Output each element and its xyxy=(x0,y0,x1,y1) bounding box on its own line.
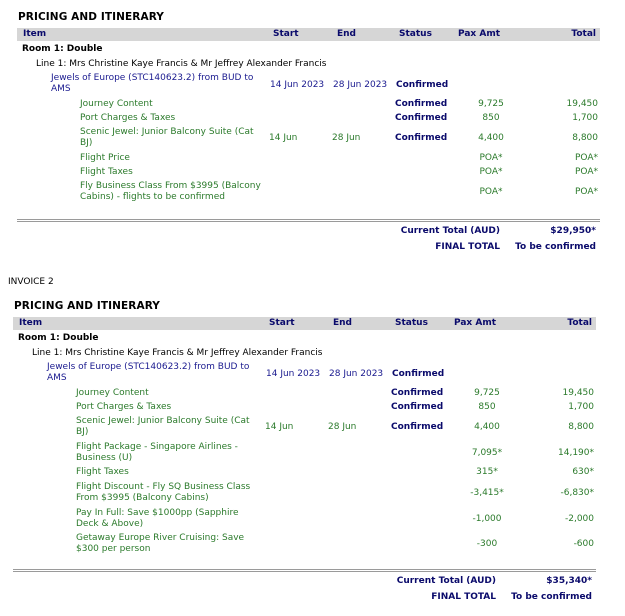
item-status: Confirmed xyxy=(395,133,448,143)
item-status: Confirmed xyxy=(391,422,444,432)
item-label: Flight Taxes xyxy=(76,467,129,477)
header-end: End xyxy=(333,318,352,328)
current-total-value: $29,950* xyxy=(550,226,596,236)
item-start: 14 Jun xyxy=(269,133,298,143)
cruise-label: Jewels of Europe (STC140623.2) from BUD to AMS xyxy=(51,73,254,94)
item-pax: -3,415* xyxy=(470,488,504,498)
item-pax: 315* xyxy=(476,467,498,477)
header-start: Start xyxy=(269,318,295,328)
item-total: -6,830* xyxy=(560,488,594,498)
item-label: Journey Content xyxy=(80,99,153,109)
final-total-value: To be confirmed xyxy=(511,592,592,602)
item-status: Confirmed xyxy=(395,113,448,123)
cruise-start: 14 Jun 2023 xyxy=(270,80,325,90)
room-label: Room 1: Double xyxy=(18,333,99,343)
item-pax: POA* xyxy=(479,187,503,197)
section-title: PRICING AND ITINERARY xyxy=(18,11,165,23)
header-status: Status xyxy=(395,318,428,328)
section-title: PRICING AND ITINERARY xyxy=(14,300,161,312)
item-label: Port Charges & Taxes xyxy=(76,402,172,412)
item-label: Getaway Europe River Cruising: Save $300 per person xyxy=(76,533,245,554)
item-total: POA* xyxy=(574,187,598,197)
header-total: Total xyxy=(567,318,592,328)
item-end: 28 Jun xyxy=(332,133,361,143)
item-pax: -1,000 xyxy=(472,514,502,524)
item-pax: 4,400 xyxy=(478,133,504,143)
current-total-label: Current Total (AUD) xyxy=(400,226,500,236)
item-label: Flight Taxes xyxy=(80,167,133,177)
item-status: Confirmed xyxy=(395,99,448,109)
item-label: Fly Business Class From $3995 (Balcony Cabins) - flights to be confirmed xyxy=(80,181,261,202)
current-total-value: $35,340* xyxy=(546,576,592,586)
item-pax: 850 xyxy=(478,402,496,412)
header-pax: Pax Amt xyxy=(458,29,501,39)
cruise-start: 14 Jun 2023 xyxy=(266,369,321,379)
current-total-label: Current Total (AUD) xyxy=(396,576,496,586)
header-pax: Pax Amt xyxy=(454,318,497,328)
item-total: POA* xyxy=(574,167,598,177)
item-pax: POA* xyxy=(479,153,503,163)
cruise-end: 28 Jun 2023 xyxy=(333,80,388,90)
item-end: 28 Jun xyxy=(328,422,357,432)
final-total-label: FINAL TOTAL xyxy=(431,592,496,602)
item-pax: POA* xyxy=(479,167,503,177)
cruise-status: Confirmed xyxy=(396,80,449,90)
room-label: Room 1: Double xyxy=(22,44,103,54)
item-total: 1,700 xyxy=(572,113,598,123)
final-total-value: To be confirmed xyxy=(515,242,596,252)
item-label: Pay In Full: Save $1000pp (Sapphire Deck & Above) xyxy=(76,508,239,529)
item-pax: 4,400 xyxy=(474,422,500,432)
item-total: 630* xyxy=(572,467,594,477)
item-label: Journey Content xyxy=(76,388,149,398)
header-item: Item xyxy=(23,29,47,39)
passenger-line: Line 1: Mrs Christine Kaye Francis & Mr Jeffrey Alexander Francis xyxy=(36,59,327,69)
item-label: Flight Price xyxy=(80,153,130,163)
item-pax: 9,725 xyxy=(478,99,504,109)
table-header xyxy=(13,317,596,330)
item-status: Confirmed xyxy=(391,402,444,412)
header-item: Item xyxy=(19,318,43,328)
passenger-line: Line 1: Mrs Christine Kaye Francis & Mr Jeffrey Alexander Francis xyxy=(32,348,323,358)
item-total: 1,700 xyxy=(568,402,594,412)
header-start: Start xyxy=(273,29,299,39)
item-label: Scenic Jewel: Junior Balcony Suite (Cat BJ) xyxy=(76,416,250,437)
item-total: -600 xyxy=(573,539,594,549)
item-pax: 7,095* xyxy=(471,448,503,458)
header-status: Status xyxy=(399,29,432,39)
item-pax: 9,725 xyxy=(474,388,500,398)
item-label: Flight Discount - Fly SQ Business Class From $3995 (Balcony Cabins) xyxy=(76,482,251,503)
item-pax: 850 xyxy=(482,113,500,123)
item-total: 19,450 xyxy=(562,388,594,398)
item-label: Scenic Jewel: Junior Balcony Suite (Cat BJ) xyxy=(80,127,254,148)
item-total: POA* xyxy=(574,153,598,163)
item-label: Flight Package - Singapore Airlines - Business (U) xyxy=(76,442,238,463)
item-start: 14 Jun xyxy=(265,422,294,432)
item-status: Confirmed xyxy=(391,388,444,398)
item-pax: -300 xyxy=(476,539,498,549)
cruise-end: 28 Jun 2023 xyxy=(329,369,384,379)
item-total: 8,800 xyxy=(568,422,594,432)
invoice-2-label: INVOICE 2 xyxy=(8,277,54,287)
item-total: 8,800 xyxy=(572,133,598,143)
cruise-status: Confirmed xyxy=(392,369,445,379)
item-total: -2,000 xyxy=(564,514,594,524)
item-total: 14,190* xyxy=(558,448,594,458)
final-total-label: FINAL TOTAL xyxy=(435,242,500,252)
divider xyxy=(13,569,596,572)
header-total: Total xyxy=(571,29,596,39)
cruise-label: Jewels of Europe (STC140623.2) from BUD to AMS xyxy=(47,362,250,383)
item-total: 19,450 xyxy=(566,99,598,109)
item-label: Port Charges & Taxes xyxy=(80,113,176,123)
header-end: End xyxy=(337,29,356,39)
